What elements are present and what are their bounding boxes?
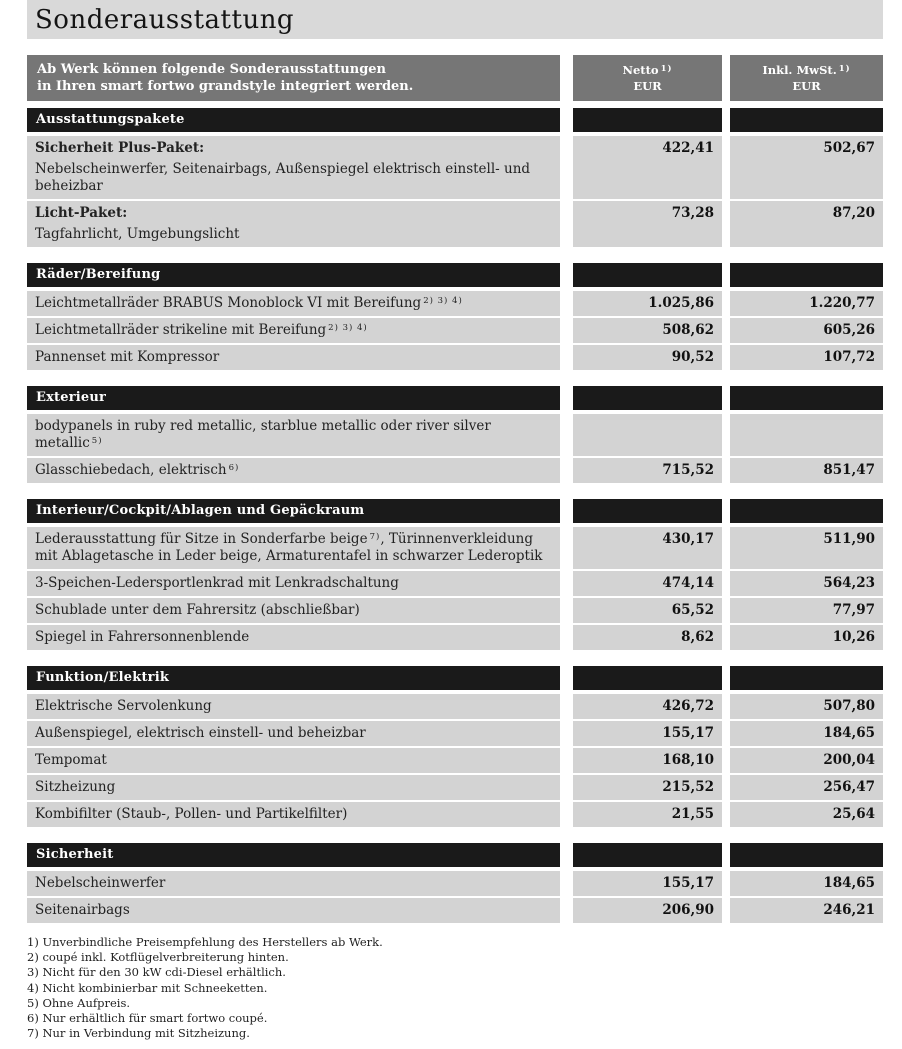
mwst-price: 502,67 — [730, 136, 883, 199]
section-header: Funktion/Elektrik — [27, 666, 560, 690]
footnote-ref: 1) — [660, 64, 673, 74]
option-label — [27, 201, 560, 247]
option-text: Spiegel in Fahrersonnenblende — [35, 629, 250, 645]
table-row — [27, 414, 902, 456]
option-label — [27, 136, 560, 199]
option-label — [27, 625, 560, 650]
column-header-netto-label — [573, 62, 722, 78]
option-label — [27, 775, 560, 800]
option-text: 3-Speichen-Ledersportlenkrad mit Lenkradschaltung — [35, 575, 399, 591]
section-header-netto-cell — [573, 386, 722, 410]
column-header-mwst-unit: EUR — [792, 79, 821, 93]
footnote-4: 4) Nicht kombinierbar mit Schneeketten. — [27, 980, 268, 995]
mwst-price: 184,65 — [730, 721, 883, 746]
title-banner — [27, 0, 883, 39]
option-text: Tempomat — [35, 752, 107, 768]
section-header-netto-cell — [573, 108, 722, 132]
table-row — [27, 802, 902, 827]
footnote-2: 2) coupé inkl. Kotflügelverbreiterung hinten. — [27, 950, 289, 965]
mwst-price: 246,21 — [730, 898, 883, 923]
package-title: Sicherheit Plus-Paket: — [35, 140, 205, 156]
footnote-ref: 7) — [369, 532, 381, 542]
table-row — [27, 201, 902, 247]
option-text: Glasschiebedach, elektrisch — [35, 462, 227, 478]
column-header-netto — [573, 55, 722, 101]
netto-price: 474,14 — [573, 571, 722, 596]
section-header-row — [27, 108, 902, 132]
option-text: Pannenset mit Kompressor — [35, 349, 220, 365]
option-label — [27, 802, 560, 827]
table-row — [27, 748, 902, 773]
footnote-ref: 2) 3) 4) — [423, 296, 463, 306]
mwst-price: 1.220,77 — [730, 291, 883, 316]
section-sicherheit — [0, 843, 902, 923]
mwst-price: 200,04 — [730, 748, 883, 773]
option-text: Lederausstattung für Sitze in Sonderfarbe beige — [35, 531, 368, 547]
intro-line-1: Ab Werk können folgende Sonderausstattungen — [37, 62, 387, 77]
netto-price: 215,52 — [573, 775, 722, 800]
option-label — [27, 345, 560, 370]
option-label — [27, 898, 560, 923]
netto-label: Netto — [622, 63, 659, 77]
netto-price: 206,90 — [573, 898, 722, 923]
column-header-mwst — [730, 55, 883, 101]
section-header-netto-cell — [573, 263, 722, 287]
footnote-7: 7) Nur in Verbindung mit Sitzheizung. — [27, 1026, 250, 1041]
package-description: Nebelscheinwerfer, Seitenairbags, Außenspiegel elektrisch einstell- und beheizbar — [35, 161, 531, 194]
table-row — [27, 527, 902, 569]
option-text: Seitenairbags — [35, 902, 130, 918]
table-row — [27, 721, 902, 746]
option-text: bodypanels in ruby red metallic, starblue metallic oder river silver metallic — [35, 418, 491, 451]
package-description: Tagfahrlicht, Umgebungslicht — [35, 226, 240, 242]
mwst-price: 10,26 — [730, 625, 883, 650]
netto-price: 90,52 — [573, 345, 722, 370]
table-row — [27, 136, 902, 199]
mwst-price: 256,47 — [730, 775, 883, 800]
footnote-3: 3) Nicht für den 30 kW cdi-Diesel erhältlich. — [27, 965, 286, 980]
section-header-mwst-cell — [730, 499, 883, 523]
section-header-mwst-cell — [730, 108, 883, 132]
table-row — [27, 571, 902, 596]
section-header: Ausstattungspakete — [27, 108, 560, 132]
table-row — [27, 775, 902, 800]
section-header: Exterieur — [27, 386, 560, 410]
footnote-5: 5) Ohne Aufpreis. — [27, 995, 131, 1010]
section-header-mwst-cell — [730, 843, 883, 867]
option-label — [27, 414, 560, 456]
section-header: Räder/Bereifung — [27, 263, 560, 287]
column-header-mwst-label — [730, 62, 883, 78]
option-label — [27, 318, 560, 343]
section-funktion-elektrik — [0, 666, 902, 827]
section-exterieur — [0, 386, 902, 483]
section-interieur — [0, 499, 902, 650]
footnotes — [27, 935, 902, 1049]
table-row — [27, 458, 902, 483]
table-row — [27, 625, 902, 650]
section-header: Interieur/Cockpit/Ablagen und Gepäckraum — [27, 499, 560, 523]
option-label — [27, 598, 560, 623]
netto-price: 430,17 — [573, 527, 722, 569]
package-title: Licht-Paket: — [35, 205, 128, 221]
table-header-row — [27, 55, 902, 101]
option-label — [27, 527, 560, 569]
mwst-price: 25,64 — [730, 802, 883, 827]
mwst-price: 851,47 — [730, 458, 883, 483]
option-label — [27, 721, 560, 746]
table-row — [27, 871, 902, 896]
mwst-price — [730, 414, 883, 456]
option-text: Leichtmetallräder strikeline mit Bereifung — [35, 322, 327, 338]
section-header-mwst-cell — [730, 386, 883, 410]
section-header-netto-cell — [573, 843, 722, 867]
netto-price: 426,72 — [573, 694, 722, 719]
table-row — [27, 694, 902, 719]
section-ausstattungspakete — [0, 108, 902, 247]
option-text: Sitzheizung — [35, 779, 116, 795]
mwst-price: 184,65 — [730, 871, 883, 896]
mwst-price: 564,23 — [730, 571, 883, 596]
table-row — [27, 345, 902, 370]
mwst-price: 511,90 — [730, 527, 883, 569]
section-header-mwst-cell — [730, 666, 883, 690]
table-header — [0, 55, 902, 101]
section-header-row — [27, 499, 902, 523]
option-text: Schublade unter dem Fahrersitz (abschließbar) — [35, 602, 360, 618]
intro-cell — [27, 55, 560, 101]
section-header-row — [27, 263, 902, 287]
intro-text — [27, 55, 560, 95]
table-row — [27, 291, 902, 316]
netto-price: 65,52 — [573, 598, 722, 623]
mwst-price: 77,97 — [730, 598, 883, 623]
option-label — [27, 571, 560, 596]
section-raeder-bereifung — [0, 263, 902, 370]
mwst-price: 87,20 — [730, 201, 883, 247]
netto-price: 155,17 — [573, 721, 722, 746]
netto-price: 168,10 — [573, 748, 722, 773]
table-row — [27, 598, 902, 623]
netto-price: 422,41 — [573, 136, 722, 199]
netto-price: 715,52 — [573, 458, 722, 483]
option-text: Kombifilter (Staub-, Pollen- und Partikelfilter) — [35, 806, 348, 822]
footnote-6: 6) Nur erhältlich für smart fortwo coupé. — [27, 1011, 268, 1026]
section-header-netto-cell — [573, 499, 722, 523]
netto-price: 8,62 — [573, 625, 722, 650]
footnote-ref: 5) — [91, 436, 103, 446]
table-row — [27, 898, 902, 923]
section-header-mwst-cell — [730, 263, 883, 287]
netto-price: 508,62 — [573, 318, 722, 343]
option-text: Elektrische Servolenkung — [35, 698, 212, 714]
option-label — [27, 694, 560, 719]
option-label — [27, 458, 560, 483]
option-text-continued: , Türinnenverkleidung mit Ablagetasche in Leder beige, Armaturentafel in schwarzer Lederoptik — [35, 531, 543, 564]
table-row — [27, 318, 902, 343]
column-header-netto-unit: EUR — [633, 79, 662, 93]
section-header-row — [27, 386, 902, 410]
section-header-row — [27, 666, 902, 690]
mwst-price: 107,72 — [730, 345, 883, 370]
option-label — [27, 291, 560, 316]
netto-price: 155,17 — [573, 871, 722, 896]
page-title: Sonderausstattung — [35, 5, 295, 35]
footnote-ref: 6) — [228, 463, 240, 473]
option-text: Außenspiegel, elektrisch einstell- und beheizbar — [35, 725, 366, 741]
footnote-ref: 1) — [838, 64, 851, 74]
netto-price: 73,28 — [573, 201, 722, 247]
option-text: Leichtmetallräder BRABUS Monoblock VI mit Bereifung — [35, 295, 422, 311]
option-text: Nebelscheinwerfer — [35, 875, 166, 891]
footnote-1: 1) Unverbindliche Preisempfehlung des Herstellers ab Werk. — [27, 935, 383, 949]
option-label — [27, 871, 560, 896]
section-header-netto-cell — [573, 666, 722, 690]
option-label — [27, 748, 560, 773]
netto-price — [573, 414, 722, 456]
footnote-ref: 2) 3) 4) — [328, 323, 368, 333]
intro-line-2: in Ihren smart fortwo grandstyle integriert werden. — [37, 79, 414, 94]
mwst-price: 507,80 — [730, 694, 883, 719]
netto-price: 1.025,86 — [573, 291, 722, 316]
netto-price: 21,55 — [573, 802, 722, 827]
section-header: Sicherheit — [27, 843, 560, 867]
mwst-price: 605,26 — [730, 318, 883, 343]
mwst-label: Inkl. MwSt. — [762, 63, 837, 77]
section-header-row — [27, 843, 902, 867]
